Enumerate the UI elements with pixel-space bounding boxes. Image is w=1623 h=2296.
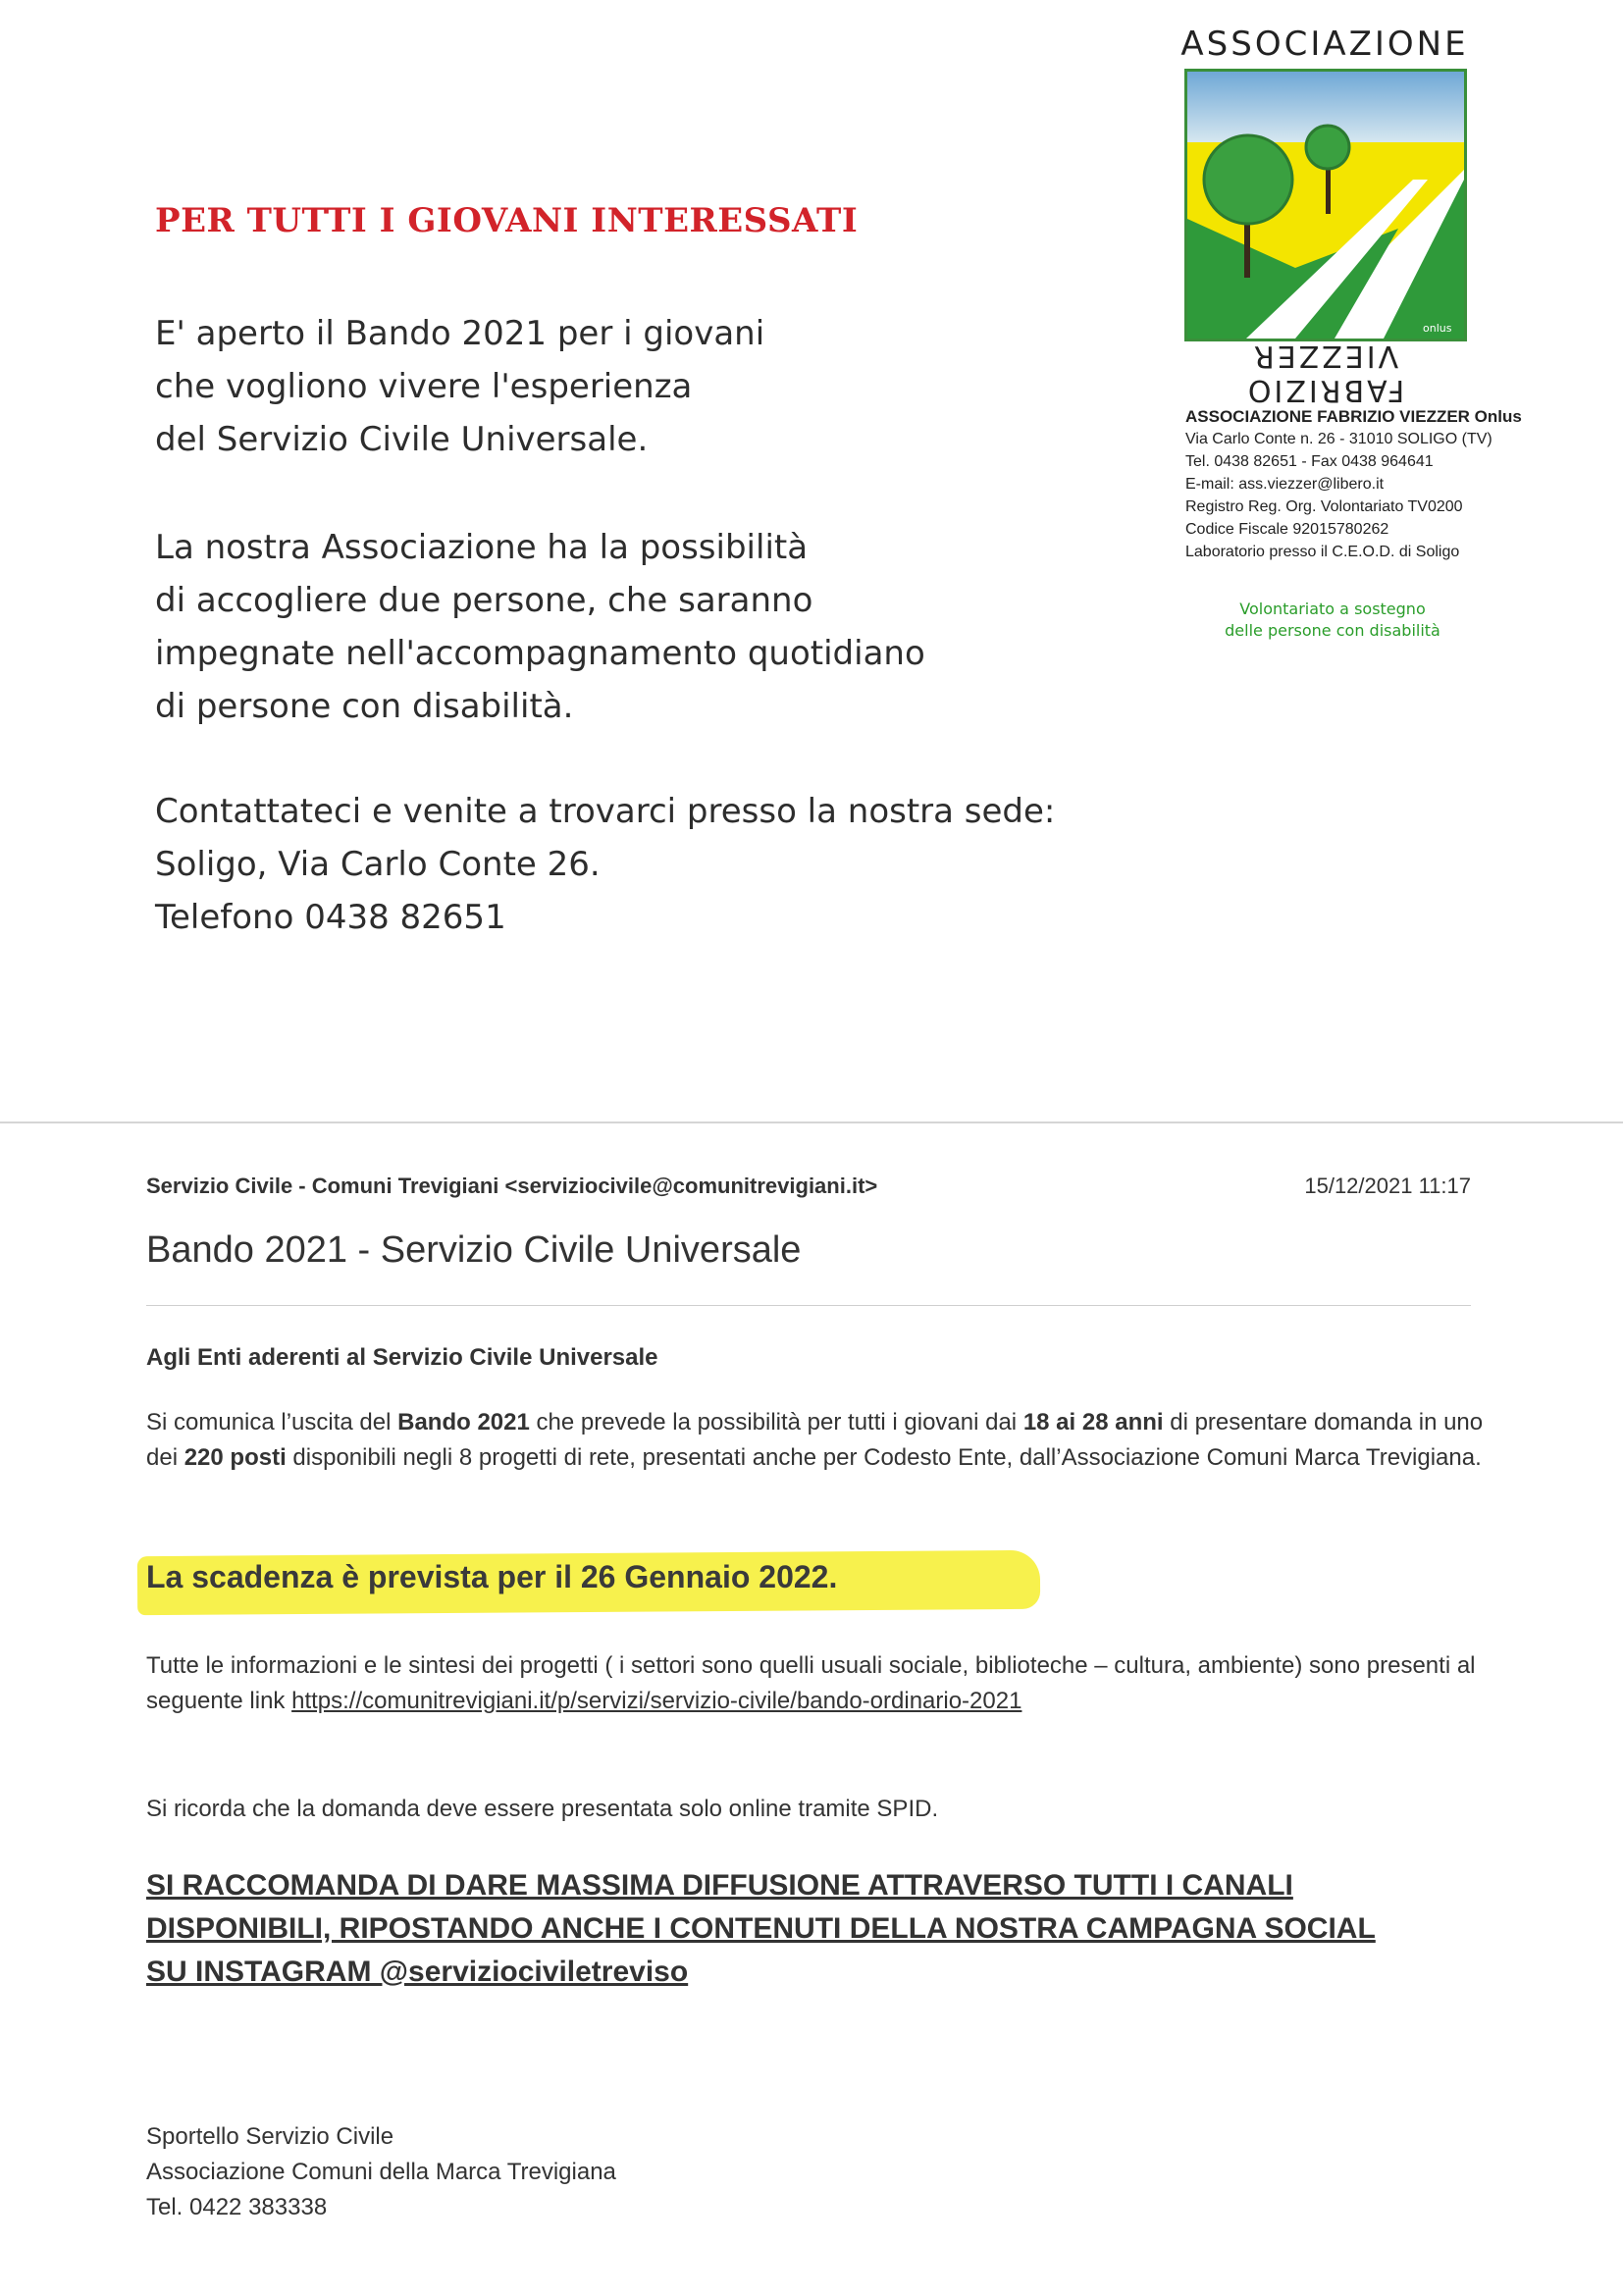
bold-bando: Bando 2021: [397, 1409, 530, 1435]
org-contact-lines: [1185, 428, 1492, 563]
text-run: che prevede la possibilità per tutti i giovani dai: [529, 1409, 1023, 1435]
signature-line: Associazione Comuni della Marca Trevigiana: [146, 2159, 616, 2185]
email-paragraph-spid: Si ricorda che la domanda deve essere presentata solo online tramite SPID.: [146, 1796, 939, 1822]
flyer-line: E' aperto il Bando 2021 per i giovani: [155, 314, 765, 353]
org-tagline-line: Volontariato a sostegno: [1239, 600, 1426, 618]
text-run: Si comunica l’uscita del: [146, 1409, 398, 1435]
logo-top-text: ASSOCIAZIONE: [1180, 25, 1469, 64]
bold-posts: 220 posti: [183, 1444, 287, 1471]
org-registry: Registro Reg. Org. Volontariato TV0200: [1185, 498, 1463, 515]
bando-link[interactable]: https://comunitrevigiani.it/p/servizi/servizio-civile/bando-ordinario-2021: [291, 1688, 1022, 1714]
email-signature: [146, 2119, 616, 2225]
flyer-line: impegnate nell'accompagnamento quotidiano: [155, 634, 925, 673]
email-paragraph-info: [146, 1648, 1491, 1719]
text-run: di presentare domanda in uno dei: [146, 1409, 1484, 1471]
bold-age-range: 18 ai 28 anni: [1022, 1409, 1164, 1435]
flyer-line: che vogliono vivere l'esperienza: [155, 367, 693, 406]
org-name: ASSOCIAZIONE FABRIZIO VIEZZER Onlus: [1185, 407, 1522, 426]
email-sender: Servizio Civile - Comuni Trevigiani <serviziocivile@comunitrevigiani.it>: [146, 1174, 878, 1198]
page-separator: [0, 1122, 1623, 1123]
flyer-paragraph-association: [155, 521, 925, 733]
org-phone: Tel. 0438 82651 - Fax 0438 964641: [1185, 453, 1434, 470]
signature-line: Sportello Servizio Civile: [146, 2123, 394, 2150]
org-tagline-line: delle persone con disabilità: [1225, 621, 1440, 640]
logo-onlus-mark: onlus: [1423, 322, 1452, 335]
tree-landscape-icon: [1187, 72, 1464, 339]
email-subject: Bando 2021 - Servizio Civile Universale: [146, 1229, 802, 1271]
flyer-heading: PER TUTTI I GIOVANI INTERESSATI: [155, 201, 859, 240]
email-deadline: La scadenza è prevista per il 26 Gennaio 2022.: [146, 1559, 838, 1594]
flyer-line: del Servizio Civile Universale.: [155, 420, 649, 459]
org-address: Via Carlo Conte n. 26 - 31010 SOLIGO (TV): [1185, 431, 1492, 447]
association-logo: [1184, 69, 1467, 341]
org-lab: Laboratorio presso il C.E.O.D. di Soligo: [1185, 544, 1460, 560]
email-date: 15/12/2021 11:17: [1304, 1174, 1471, 1198]
email-paragraph-announcement: [146, 1405, 1491, 1476]
text-run: Tutte le informazioni e le sintesi dei progetti ( i settori sono quelli usuali sociale, biblioteche – cultura, ambiente) sono presenti al seguente link: [146, 1652, 1476, 1714]
flyer-paragraph-contact: [155, 785, 1055, 944]
flyer-line: Soligo, Via Carlo Conte 26.: [155, 845, 601, 884]
email-greeting: Agli Enti aderenti al Servizio Civile Universale: [146, 1344, 658, 1371]
email-header-divider: [146, 1305, 1471, 1306]
flyer-line: Contattateci e venite a trovarci presso la nostra sede:: [155, 792, 1056, 831]
signature-line: Tel. 0422 383338: [146, 2194, 328, 2220]
org-tagline: [1185, 599, 1480, 642]
flyer-paragraph-bando: [155, 307, 764, 466]
logo-bottom-text-inverted: FABRIZIO VIEZZER: [1244, 339, 1405, 407]
org-email: E-mail: ass.viezzer@libero.it: [1185, 476, 1385, 493]
flyer-line: di accogliere due persone, che saranno: [155, 581, 813, 620]
text-run: disponibili negli 8 progetti di rete, presentati anche per Codesto Ente, dall’Associazione Comuni Marca Trevigiana.: [286, 1444, 1482, 1471]
flyer-line: Telefono 0438 82651: [155, 898, 506, 937]
org-tax-code: Codice Fiscale 92015780262: [1185, 521, 1389, 538]
flyer-line: La nostra Associazione ha la possibilità: [155, 528, 809, 567]
email-appeal: SI RACCOMANDA DI DARE MASSIMA DIFFUSIONE ATTRAVERSO TUTTI I CANALI DISPONIBILI, RIPOSTANDO ANCHE I CONTENUTI DELLA NOSTRA CAMPAGNA SOCIAL SU INSTAGRAM @serviziociviletreviso: [146, 1869, 1376, 1988]
flyer-line: di persone con disabilità.: [155, 687, 574, 726]
